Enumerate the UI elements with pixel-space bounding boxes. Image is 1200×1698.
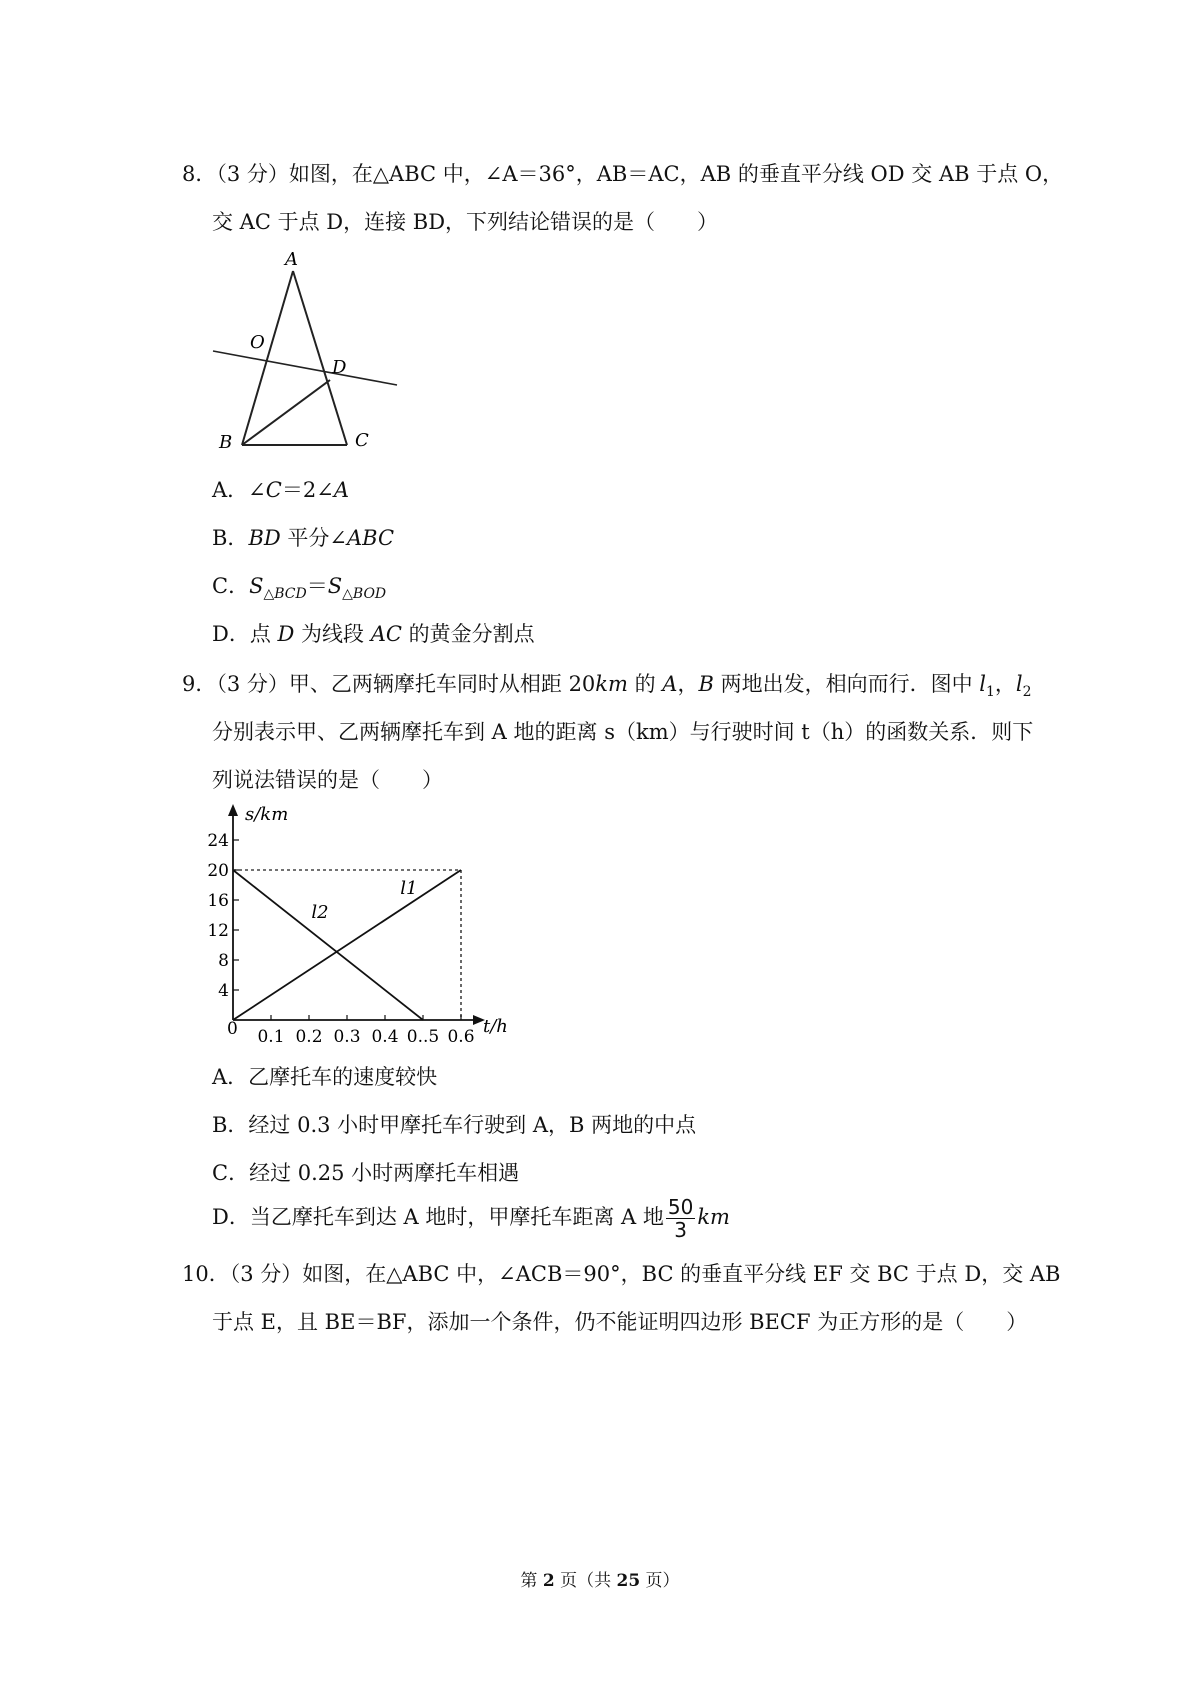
option-text: 为线段 — [294, 622, 371, 646]
y-tick-label: 8 — [218, 951, 229, 971]
fraction: $\frac{50}{3}$ — [667, 1195, 694, 1242]
q9-option-a: A．乙摩托车的速度较快 — [212, 1065, 438, 1089]
option-prefix: C． — [212, 574, 250, 598]
series-label-l2: l2 — [311, 902, 329, 923]
x-tick-label: 0.4 — [371, 1027, 399, 1047]
series-label-l1: l1 — [400, 878, 418, 899]
x-tick-label: 0.2 — [295, 1027, 323, 1047]
q8-option-d: D．点 D 为线段 AC 的黄金分割点 — [212, 622, 535, 646]
y-axis-arrow — [228, 804, 238, 816]
q8-option-a: A．∠C＝2∠A — [212, 478, 349, 502]
q9-line-3: 列说法错误的是（ ） — [212, 768, 443, 792]
x-tick-label: 0.3 — [333, 1027, 361, 1047]
option-text: 的黄金分割点 — [401, 622, 535, 646]
option-prefix: B． — [212, 526, 249, 550]
x-tick-label: 0.1 — [257, 1027, 285, 1047]
y-tick-label: 24 — [207, 831, 229, 851]
label-c: C — [355, 430, 369, 451]
q8-triangle-figure — [205, 249, 405, 453]
q9-line-1: 9．（3 分）甲、乙两辆摩托车同时从相距 20km 的 A，B 两地出发，相向而行．图中 $l_1$，$l_2$ — [182, 672, 1032, 701]
label-o: O — [250, 332, 265, 353]
q10-line-2: 于点 E，且 BE＝BF，添加一个条件，仍不能证明四边形 BECF 为正方形的是（ ） — [212, 1310, 1028, 1334]
x-axis-label: t/h — [483, 1016, 508, 1037]
option-prefix: D．点 — [212, 622, 278, 646]
q8-line-1: 8．（3 分）如图，在△ABC 中，∠A＝36°，AB＝AC，AB 的垂直平分线 OD 交 AB 于点 O， — [182, 162, 1064, 186]
y-tick-label: 20 — [207, 861, 229, 881]
segment-bd — [242, 380, 330, 445]
q8-option-c: C．$S_{\triangle BCD}=S_{\triangle BOD}$ — [212, 574, 387, 603]
series-line-l1 — [233, 870, 461, 1020]
q9-distance-time-chart — [205, 800, 508, 1060]
y-tick-label: 16 — [207, 891, 229, 911]
line-od — [213, 351, 397, 385]
q10-line-1: 10．（3 分）如图，在△ABC 中，∠ACB＝90°，BC 的垂直平分线 EF 交 BC 于点 D，交 AB — [182, 1262, 1061, 1286]
series-line-l2 — [233, 870, 423, 1020]
q9-line-2: 分别表示甲、乙两辆摩托车到 A 地的距离 s（km）与行驶时间 t（h）的函数关系．则下 — [212, 720, 1034, 744]
y-axis-label: s/km — [245, 804, 289, 825]
label-b: B — [219, 432, 233, 453]
label-a: A — [285, 249, 298, 270]
option-prefix: A． — [212, 478, 249, 502]
y-tick-label: 4 — [218, 981, 229, 1001]
page-footer: 第 2 页（共 25 页） — [520, 1571, 680, 1591]
q8-line-2: 交 AC 于点 D，连接 BD，下列结论错误的是（ ） — [212, 210, 719, 234]
q8-option-b: B．BD 平分∠ABC — [212, 526, 395, 550]
origin-label: 0 — [227, 1019, 238, 1039]
y-tick-label: 12 — [207, 921, 229, 941]
option-text: 平分∠ — [280, 526, 347, 550]
q9-option-d: D．当乙摩托车到达 A 地时，甲摩托车距离 A 地 $\frac{50}{3}$ km — [212, 1195, 730, 1242]
x-tick-label: 0.6 — [447, 1027, 475, 1047]
label-d: D — [332, 357, 347, 378]
q9-option-c: C．经过 0.25 小时两摩托车相遇 — [212, 1161, 520, 1185]
x-tick-label: 0..5 — [406, 1027, 440, 1047]
q9-option-b: B．经过 0.3 小时甲摩托车行驶到 A，B 两地的中点 — [212, 1113, 697, 1137]
